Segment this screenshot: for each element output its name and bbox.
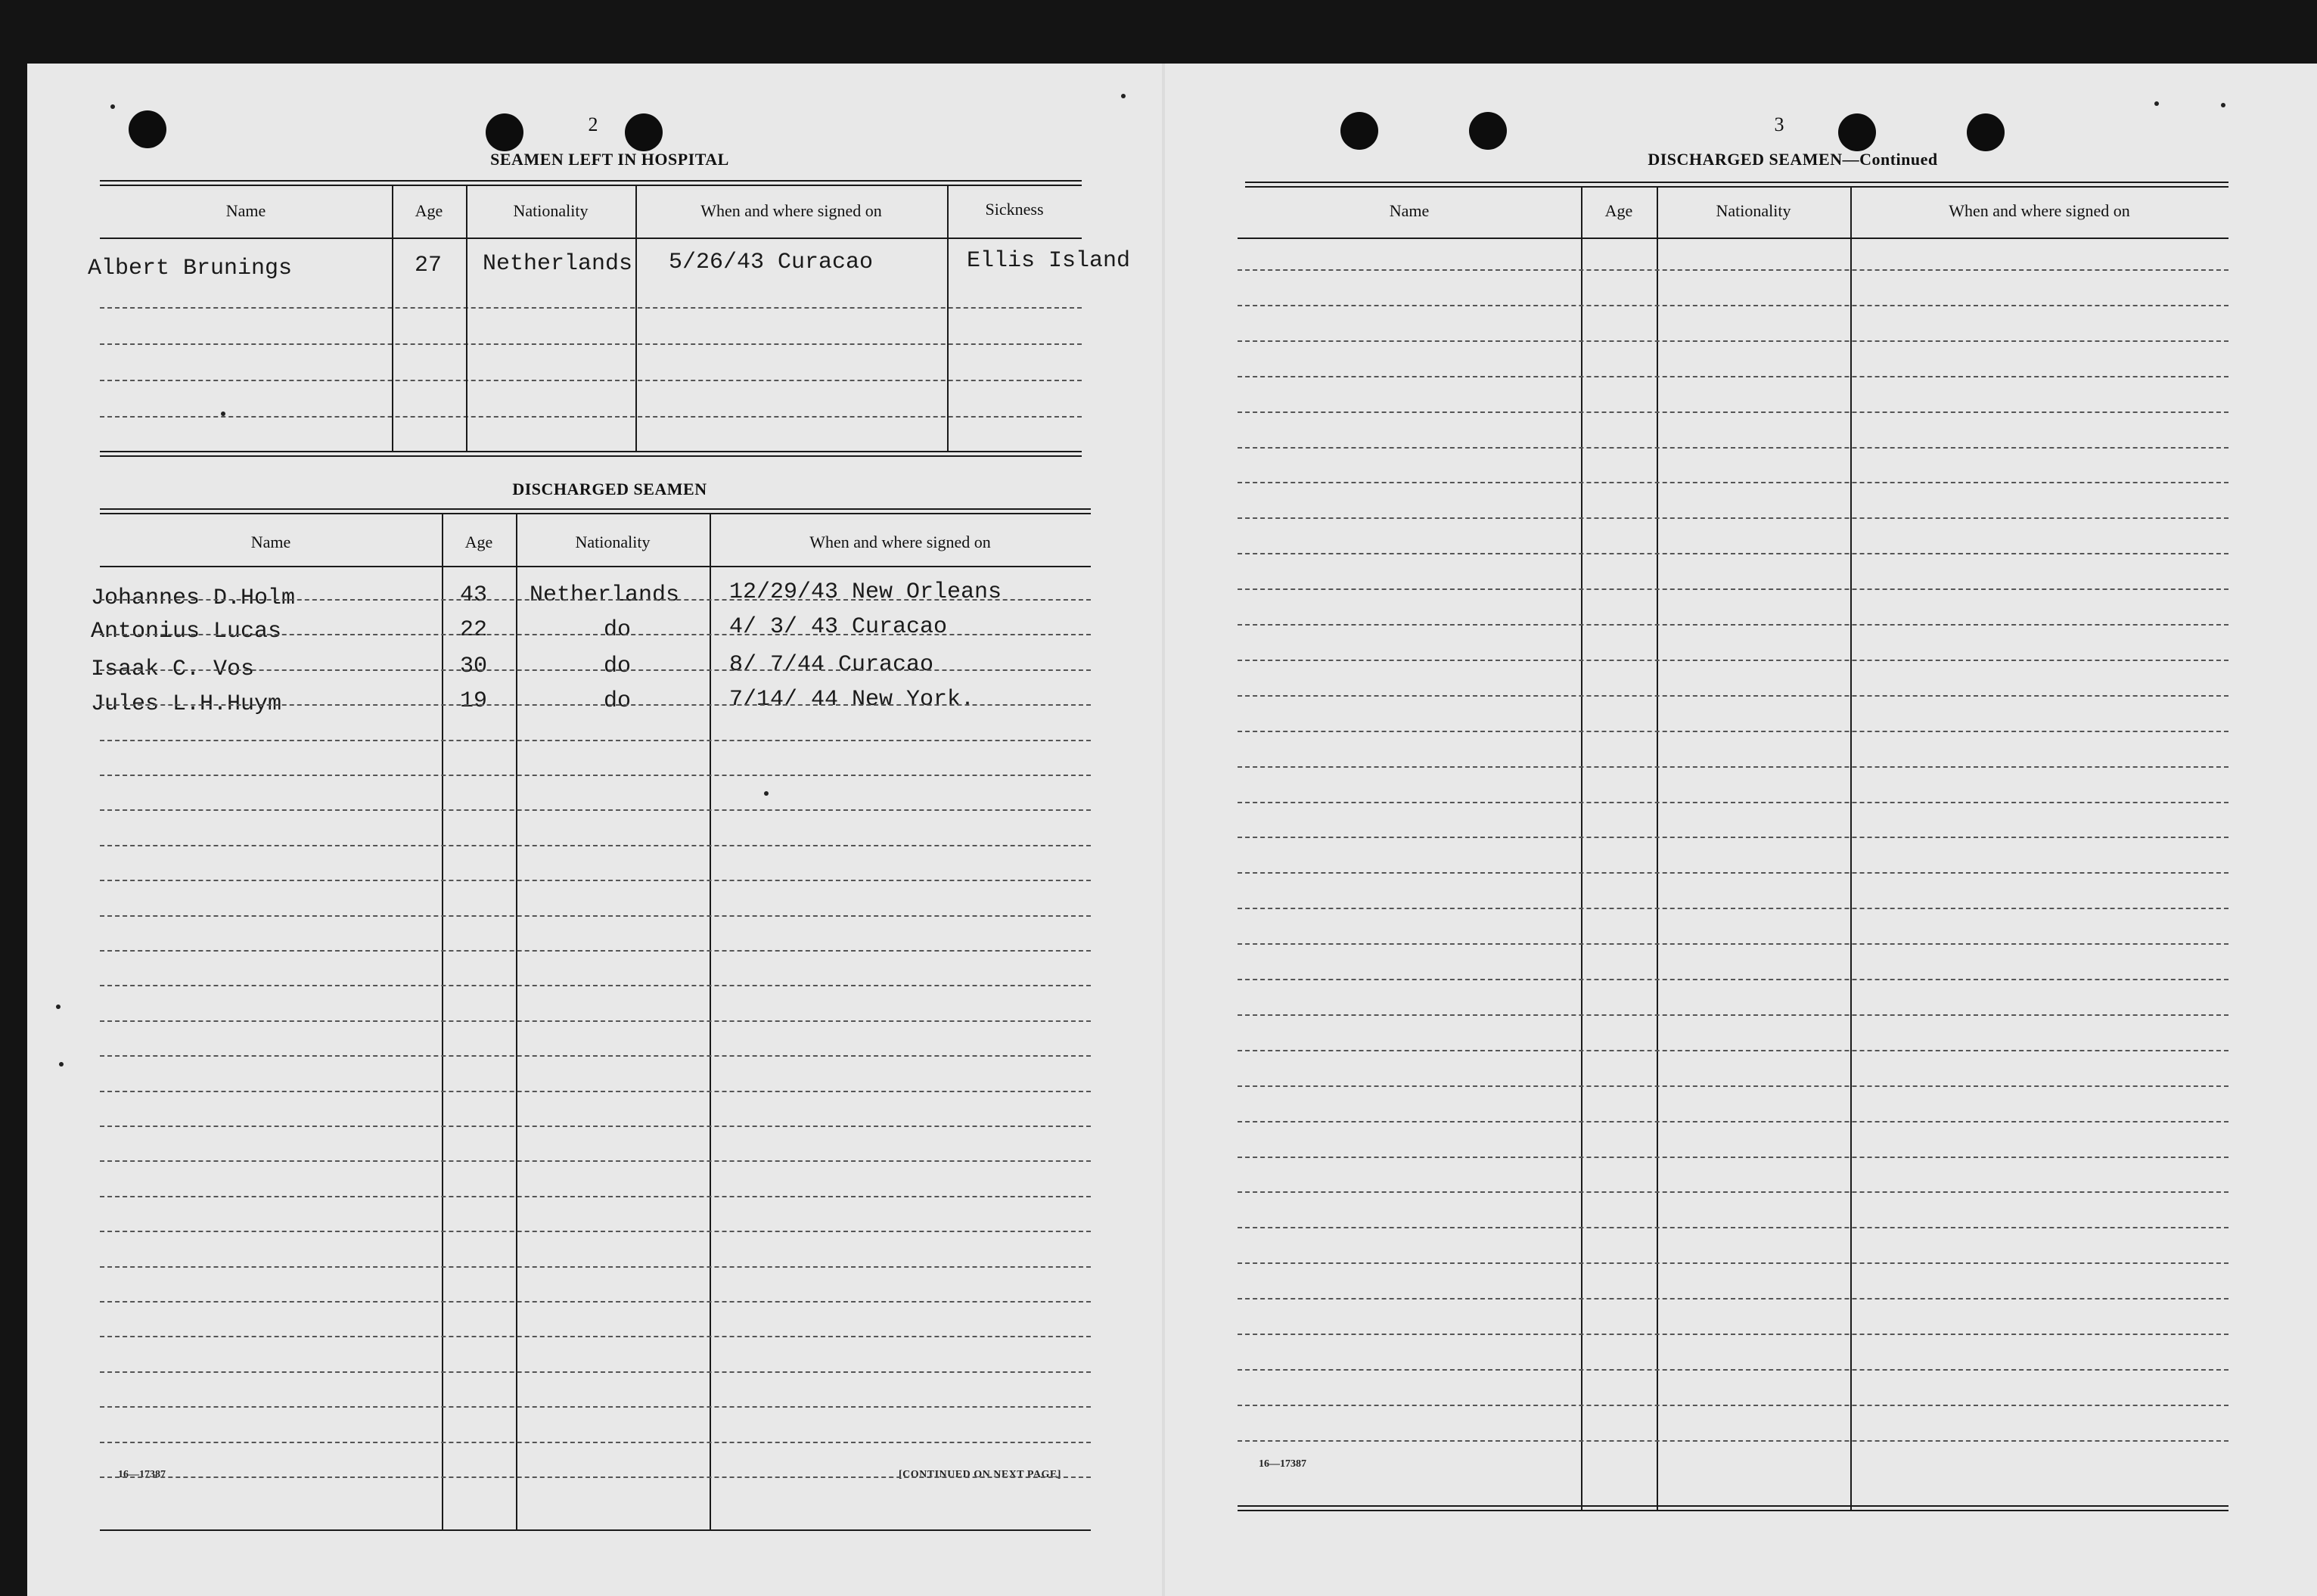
column-divider [947, 185, 949, 451]
punch-hole [625, 113, 663, 151]
row-rule [100, 1476, 1091, 1478]
row-rule [1238, 802, 2228, 803]
row-rule [1238, 624, 2228, 626]
discharged-section-title: DISCHARGED SEAMEN [512, 480, 707, 498]
discharged-name: Johannes D.Holm [91, 585, 296, 611]
hospital-nationality: Netherlands [483, 251, 633, 277]
table-bottom-rule [100, 451, 1082, 457]
punch-hole [129, 110, 166, 148]
speck [59, 1062, 64, 1067]
row-rule [1238, 731, 2228, 732]
header-rule [1238, 238, 2228, 239]
column-divider [635, 185, 637, 451]
punch-hole [1967, 113, 2005, 151]
speck [2154, 101, 2159, 106]
hospital-signed-on: 5/26/43 Curacao [669, 250, 874, 275]
row-rule [100, 1160, 1091, 1162]
table-top-rule [1245, 182, 2228, 188]
discharged-signed-on: 7/14/ 44 New York. [729, 687, 975, 713]
row-rule [100, 985, 1091, 986]
hospital-section-title: SEAMEN LEFT IN HOSPITAL [490, 150, 729, 169]
speck [110, 104, 115, 109]
row-rule [1238, 1369, 2228, 1371]
row-rule [1238, 411, 2228, 413]
row-rule [1238, 1014, 2228, 1016]
table-bottom-rule [1238, 1510, 2228, 1511]
row-rule [100, 809, 1091, 811]
row-rule [100, 1336, 1091, 1337]
row-rule [1238, 1121, 2228, 1122]
row-rule [100, 1371, 1091, 1373]
punch-hole [486, 113, 523, 151]
discharged-signed-on: 12/29/43 New Orleans [729, 579, 1002, 605]
table-bottom-rule [100, 1529, 1091, 1531]
row-rule [1238, 979, 2228, 980]
row-rule [1238, 1050, 2228, 1051]
column-divider [466, 185, 467, 451]
column-header-name: Name [250, 533, 291, 551]
discharged-name: Jules L.H.Huym [91, 691, 282, 717]
column-header-nationality: Nationality [575, 533, 651, 551]
row-rule [100, 915, 1091, 917]
continued-note: [CONTINUED ON NEXT PAGE] [899, 1469, 1061, 1480]
row-rule [100, 634, 1091, 635]
row-rule [100, 950, 1091, 952]
row-rule [100, 380, 1082, 381]
row-rule [1238, 837, 2228, 838]
row-rule [100, 1442, 1091, 1443]
discharged-age: 19 [460, 688, 488, 714]
row-rule [100, 740, 1091, 741]
row-rule [100, 1196, 1091, 1197]
speck [764, 791, 769, 796]
column-divider [392, 185, 393, 451]
row-rule [1238, 553, 2228, 554]
row-rule [100, 1266, 1091, 1268]
table-top-rule [100, 508, 1091, 514]
discharged-signed-on: 8/ 7/44 Curacao [729, 652, 934, 678]
right-page [1165, 64, 2317, 1596]
row-rule [100, 1301, 1091, 1303]
row-rule [1238, 943, 2228, 945]
column-header-nationality: Nationality [513, 201, 589, 220]
row-rule [1238, 1405, 2228, 1406]
page-number: 3 [1774, 113, 1784, 135]
column-header-signed-on: When and where signed on [700, 201, 882, 220]
column-header-name: Name [225, 201, 266, 220]
column-header-age: Age [415, 201, 443, 220]
discharged-name: Isaak C. Vos [91, 657, 255, 682]
row-rule [1238, 269, 2228, 271]
row-rule [100, 1055, 1091, 1057]
column-header-signed-on: When and where signed on [1949, 201, 2130, 220]
row-rule [1238, 1227, 2228, 1228]
column-divider [1657, 186, 1658, 1510]
row-rule [1238, 482, 2228, 483]
row-rule [1238, 872, 2228, 874]
discharged-continued-title: DISCHARGED SEAMEN—Continued [1648, 150, 1938, 169]
hospital-sickness: Ellis Island [967, 248, 1131, 274]
row-rule [100, 1091, 1091, 1092]
row-rule [100, 1406, 1091, 1408]
row-rule [1238, 1298, 2228, 1299]
row-rule [100, 1126, 1091, 1127]
table-bottom-rule [1238, 1505, 2228, 1507]
left-page [27, 64, 1162, 1596]
row-rule [100, 343, 1082, 345]
header-rule [100, 238, 1082, 239]
punch-hole [1469, 112, 1507, 150]
row-rule [100, 669, 1091, 671]
row-rule [1238, 447, 2228, 449]
row-rule [1238, 1440, 2228, 1442]
row-rule [100, 1231, 1091, 1232]
column-divider [1850, 186, 1852, 1510]
discharged-nationality: do [604, 617, 632, 643]
discharged-nationality: do [604, 688, 632, 714]
speck [56, 1004, 61, 1009]
row-rule [1238, 517, 2228, 519]
row-rule [1238, 908, 2228, 909]
column-header-sickness: Sickness [985, 200, 1044, 219]
column-header-age: Age [464, 533, 493, 551]
row-rule [1238, 1085, 2228, 1087]
punch-hole [1838, 113, 1876, 151]
punch-hole [1340, 112, 1378, 150]
row-rule [1238, 376, 2228, 377]
row-rule [100, 704, 1091, 706]
column-header-name: Name [1389, 201, 1430, 220]
column-header-nationality: Nationality [1716, 201, 1791, 220]
table-top-rule [100, 180, 1082, 186]
row-rule [100, 416, 1082, 418]
row-rule [1238, 305, 2228, 306]
hospital-name: Albert Brunings [88, 256, 293, 281]
row-rule [100, 775, 1091, 776]
header-rule [100, 566, 1091, 567]
column-divider [1581, 186, 1582, 1510]
form-number: 16—17387 [118, 1469, 166, 1480]
discharged-age: 43 [460, 582, 488, 608]
discharged-name: Antonius Lucas [91, 619, 282, 644]
row-rule [1238, 1262, 2228, 1264]
discharged-age: 30 [460, 654, 488, 679]
row-rule [100, 1020, 1091, 1022]
row-rule [1238, 1334, 2228, 1335]
row-rule [1238, 588, 2228, 590]
form-number: 16—17387 [1259, 1458, 1306, 1470]
row-rule [1238, 660, 2228, 661]
discharged-signed-on: 4/ 3/ 43 Curacao [729, 614, 948, 640]
discharged-nationality: Netherlands [530, 582, 680, 608]
speck [1121, 94, 1126, 98]
discharged-nationality: do [604, 654, 632, 679]
row-rule [100, 880, 1091, 881]
row-rule [100, 845, 1091, 846]
row-rule [1238, 1191, 2228, 1193]
hospital-age: 27 [415, 253, 443, 278]
row-rule [100, 307, 1082, 309]
speck [2221, 103, 2225, 107]
row-rule [1238, 695, 2228, 697]
page-number: 2 [588, 113, 598, 135]
row-rule [1238, 340, 2228, 342]
row-rule [100, 599, 1091, 601]
row-rule [1238, 1157, 2228, 1158]
column-header-signed-on: When and where signed on [809, 533, 991, 551]
discharged-age: 22 [460, 617, 488, 643]
column-header-age: Age [1604, 201, 1633, 220]
row-rule [1238, 766, 2228, 768]
